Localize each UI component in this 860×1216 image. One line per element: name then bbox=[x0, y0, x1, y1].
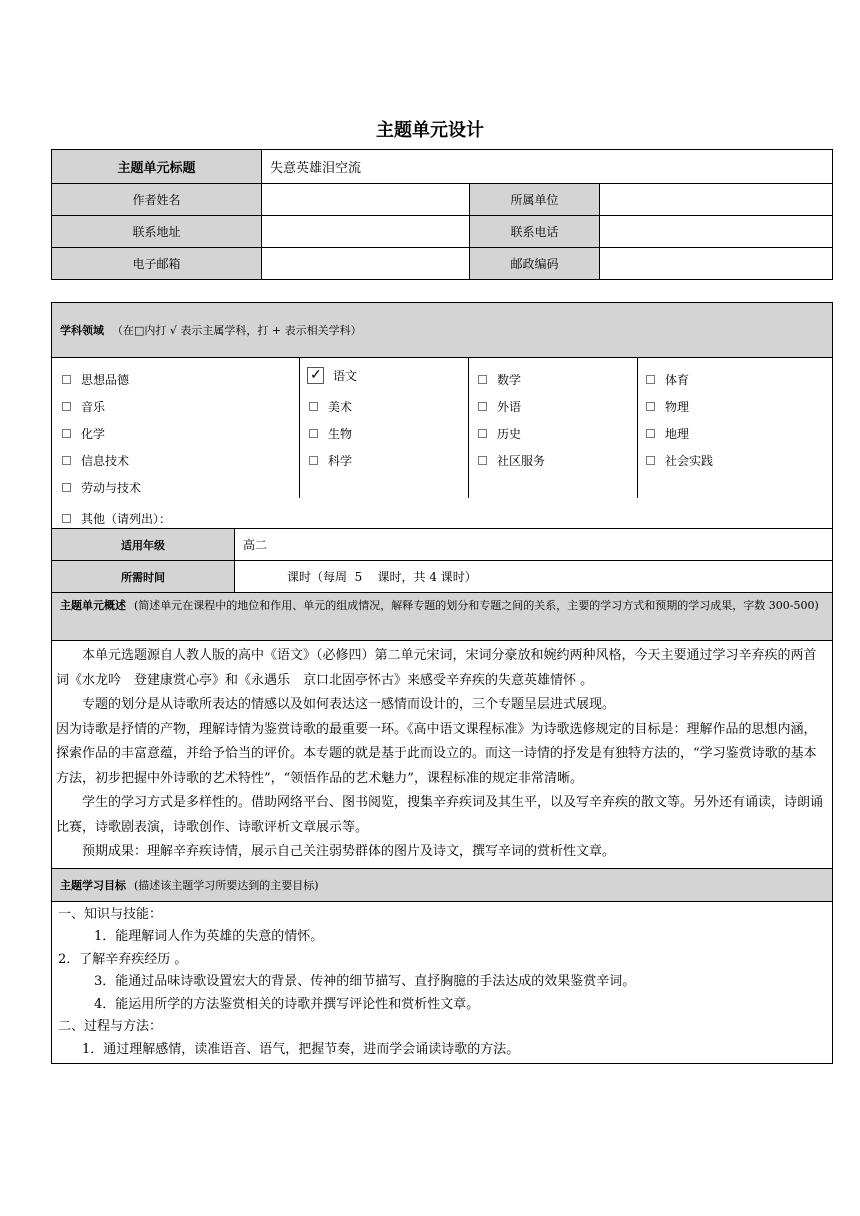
time-row bbox=[52, 560, 832, 592]
subject-label: 信息技术 bbox=[81, 454, 130, 468]
address-row bbox=[52, 215, 832, 247]
author-field[interactable] bbox=[261, 184, 469, 215]
subject-checkbox-music[interactable] bbox=[62, 398, 105, 415]
subject-checkbox-science[interactable] bbox=[309, 452, 352, 469]
subject-checkbox-pe[interactable] bbox=[646, 371, 689, 388]
checkbox-icon[interactable] bbox=[646, 375, 655, 384]
objective-line: 4．能运用所学的方法鉴赏相关的诗歌并撰写评论性和赏析性文章。 bbox=[94, 996, 480, 1012]
address-field[interactable] bbox=[261, 216, 469, 247]
grade-row bbox=[52, 528, 832, 560]
checkbox-icon[interactable] bbox=[62, 514, 71, 523]
subject-checkbox-geography[interactable] bbox=[646, 425, 689, 442]
overview-instruction: (简述单元在课程中的地位和作用、单元的组成情况，解释专题的划分和专题之间的关系，主要的学习方式和预期的学习成果，字数 300-500) bbox=[134, 599, 819, 612]
subject-label: 生物 bbox=[328, 427, 353, 441]
subject-label: 音乐 bbox=[81, 400, 106, 414]
subject-label: 语文 bbox=[333, 369, 358, 383]
subject-label: 历史 bbox=[497, 427, 522, 441]
checkbox-icon[interactable] bbox=[309, 456, 318, 465]
author-label: 作者姓名 bbox=[52, 184, 261, 215]
subject-checkbox-physics[interactable] bbox=[646, 398, 689, 415]
subject-checkbox-it[interactable] bbox=[62, 452, 129, 469]
objectives-header-text bbox=[52, 877, 319, 893]
subject-label: 外语 bbox=[497, 400, 522, 414]
subject-label: 思想品德 bbox=[81, 373, 130, 387]
checkbox-icon[interactable] bbox=[478, 375, 487, 384]
checkbox-icon[interactable] bbox=[62, 456, 71, 465]
objective-line: 2．了解辛弃疾经历 。 bbox=[58, 951, 188, 967]
subject-checkbox-ideology[interactable] bbox=[62, 371, 129, 388]
checkbox-icon[interactable] bbox=[646, 402, 655, 411]
checkbox-icon[interactable] bbox=[646, 429, 655, 438]
checkbox-icon[interactable] bbox=[646, 456, 655, 465]
subjects-instruction: （在□内打 √ 表示主属学科，打 + 表示相关学科） bbox=[112, 324, 362, 337]
checkbox-icon[interactable] bbox=[62, 429, 71, 438]
org-label: 所属单位 bbox=[469, 184, 599, 215]
org-field[interactable] bbox=[599, 184, 832, 215]
overview-header bbox=[52, 592, 832, 640]
objective-line: 3．能通过品味诗歌设置宏大的背景、传神的细节描写、直抒胸臆的手法达成的效果鉴赏辛词。 bbox=[94, 974, 636, 989]
subjects-header bbox=[52, 303, 832, 357]
grade-label: 适用年级 bbox=[52, 529, 234, 560]
time-label: 所需时间 bbox=[52, 561, 234, 592]
objective-line: 二、过程与方法： bbox=[58, 1019, 163, 1034]
document-title: 主题单元设计 bbox=[376, 120, 484, 141]
email-field[interactable] bbox=[261, 248, 469, 279]
objectives-header bbox=[52, 868, 832, 901]
email-row bbox=[52, 247, 832, 279]
phone-label: 联系电话 bbox=[469, 216, 599, 247]
checkbox-icon[interactable] bbox=[309, 402, 318, 411]
overview-text bbox=[52, 641, 832, 868]
subject-checkbox-art[interactable] bbox=[309, 398, 352, 415]
subject-checkbox-math[interactable] bbox=[478, 371, 521, 388]
subjects-divider bbox=[637, 358, 638, 498]
overview-paragraph: 学生的学习方式是多样性的。借助网络平台、图书阅览，搜集辛弃疾词及其生平，以及写辛弃疾的散文等。另外还有诵读，诗朗诵比赛，诗歌剧表演，诗歌创作、诗歌评析文章展示等。 bbox=[56, 795, 824, 835]
overview-paragraph: 本单元选题源自人教人版的高中《语文》（必修四）第二单元宋词，宋词分豪放和婉约两种风格，今天主要通过学习辛弃疾的两首词《水龙吟 登建康赏心亭》和《永遇乐 京口北固亭怀古》来感受辛弃疾的失意英雄情怀 。 bbox=[56, 648, 817, 688]
checkbox-icon[interactable] bbox=[62, 375, 71, 384]
subject-label: 社会实践 bbox=[665, 454, 714, 468]
overview-content bbox=[52, 640, 832, 868]
overview-paragraph: 预期成果：理解辛弃疾诗情，展示自己关注弱势群体的图片及诗文，撰写辛词的赏析性文章。 bbox=[82, 844, 616, 859]
subject-checkbox-history[interactable] bbox=[478, 425, 521, 442]
time-value[interactable]: 课时（每周 5 课时，共 4 课时） bbox=[234, 561, 832, 592]
objective-line: 一、知识与技能： bbox=[58, 906, 163, 922]
subject-checkbox-foreign-language[interactable] bbox=[478, 398, 521, 415]
subject-checkbox-labor[interactable] bbox=[62, 479, 141, 496]
subject-label: 化学 bbox=[81, 427, 106, 441]
author-row bbox=[52, 183, 832, 215]
subject-label: 科学 bbox=[328, 454, 353, 468]
subject-checkbox-chemistry[interactable] bbox=[62, 425, 105, 442]
overview-header-text bbox=[52, 593, 827, 640]
address-label: 联系地址 bbox=[52, 216, 261, 247]
checkbox-icon[interactable] bbox=[62, 402, 71, 411]
checkbox-icon[interactable] bbox=[478, 402, 487, 411]
objectives-list bbox=[52, 902, 641, 1064]
unit-title-row bbox=[52, 150, 832, 183]
email-label: 电子邮箱 bbox=[52, 248, 261, 279]
objective-line: 1．通过理解感情，读准语音、语气，把握节奏，进而学会诵读诗歌的方法。 bbox=[82, 1041, 520, 1057]
subject-label: 其他（请列出）： bbox=[81, 512, 172, 526]
postcode-label: 邮政编码 bbox=[469, 248, 599, 279]
postcode-field[interactable] bbox=[599, 248, 832, 279]
objective-line: 1．能理解词人作为英雄的失意的情怀。 bbox=[94, 929, 324, 944]
checkmark-icon[interactable] bbox=[307, 367, 324, 384]
overview-heading: 主题单元概述 bbox=[60, 599, 126, 612]
checkbox-icon[interactable] bbox=[309, 429, 318, 438]
subject-label: 物理 bbox=[665, 400, 690, 414]
checkbox-icon[interactable] bbox=[478, 456, 487, 465]
checkbox-icon[interactable] bbox=[478, 429, 487, 438]
subject-label: 数学 bbox=[497, 373, 522, 387]
unit-title-label: 主题单元标题 bbox=[52, 150, 261, 183]
subject-checkbox-biology[interactable] bbox=[309, 425, 352, 442]
subject-label: 地理 bbox=[665, 427, 690, 441]
subjects-divider bbox=[468, 358, 469, 498]
info-table bbox=[51, 149, 833, 280]
subject-checkbox-social-practice[interactable] bbox=[646, 452, 713, 469]
checkbox-icon[interactable] bbox=[62, 483, 71, 492]
subject-checkbox-other[interactable] bbox=[62, 510, 171, 527]
objectives-instruction: (描述该主题学习所要达到的主要目标) bbox=[134, 878, 319, 892]
unit-title-value[interactable]: 失意英雄泪空流 bbox=[261, 150, 832, 183]
subject-checkbox-chinese[interactable] bbox=[307, 367, 357, 384]
subject-label: 社区服务 bbox=[497, 454, 546, 468]
subjects-divider bbox=[299, 358, 300, 498]
grade-value[interactable]: 高二 bbox=[234, 529, 832, 560]
subject-checkbox-community-service[interactable] bbox=[478, 452, 545, 469]
overview-paragraph: 因为诗歌是抒情的产物，理解诗情为鉴赏诗歌的最重要一环。《高中语文课程标准》为诗歌选修规定的目标是：理解作品的思想内涵，探索作品的丰富意蕴，并给予恰当的评价。本专题的就是基于此而设立的。而这一诗情的抒发是有独特方法的，“学习鉴赏诗歌的基本方法，初步把握中外诗歌的艺术特性”，“领悟作品的艺术魅力”，课程标准的规定非常清晰。 bbox=[56, 721, 817, 786]
subject-label: 体育 bbox=[665, 373, 690, 387]
subject-label: 劳动与技术 bbox=[81, 481, 142, 495]
unit-design-table bbox=[51, 302, 833, 1064]
subject-label: 美术 bbox=[328, 400, 353, 414]
phone-field[interactable] bbox=[599, 216, 832, 247]
objectives-heading: 主题学习目标 bbox=[60, 878, 126, 892]
objectives-content bbox=[52, 901, 832, 1064]
subjects-heading: 学科领域 bbox=[60, 324, 104, 337]
subjects-grid bbox=[52, 357, 832, 528]
overview-paragraph: 专题的划分是从诗歌所表达的情感以及如何表达这一感情而设计的，三个专题呈层进式展现。 bbox=[82, 697, 616, 712]
